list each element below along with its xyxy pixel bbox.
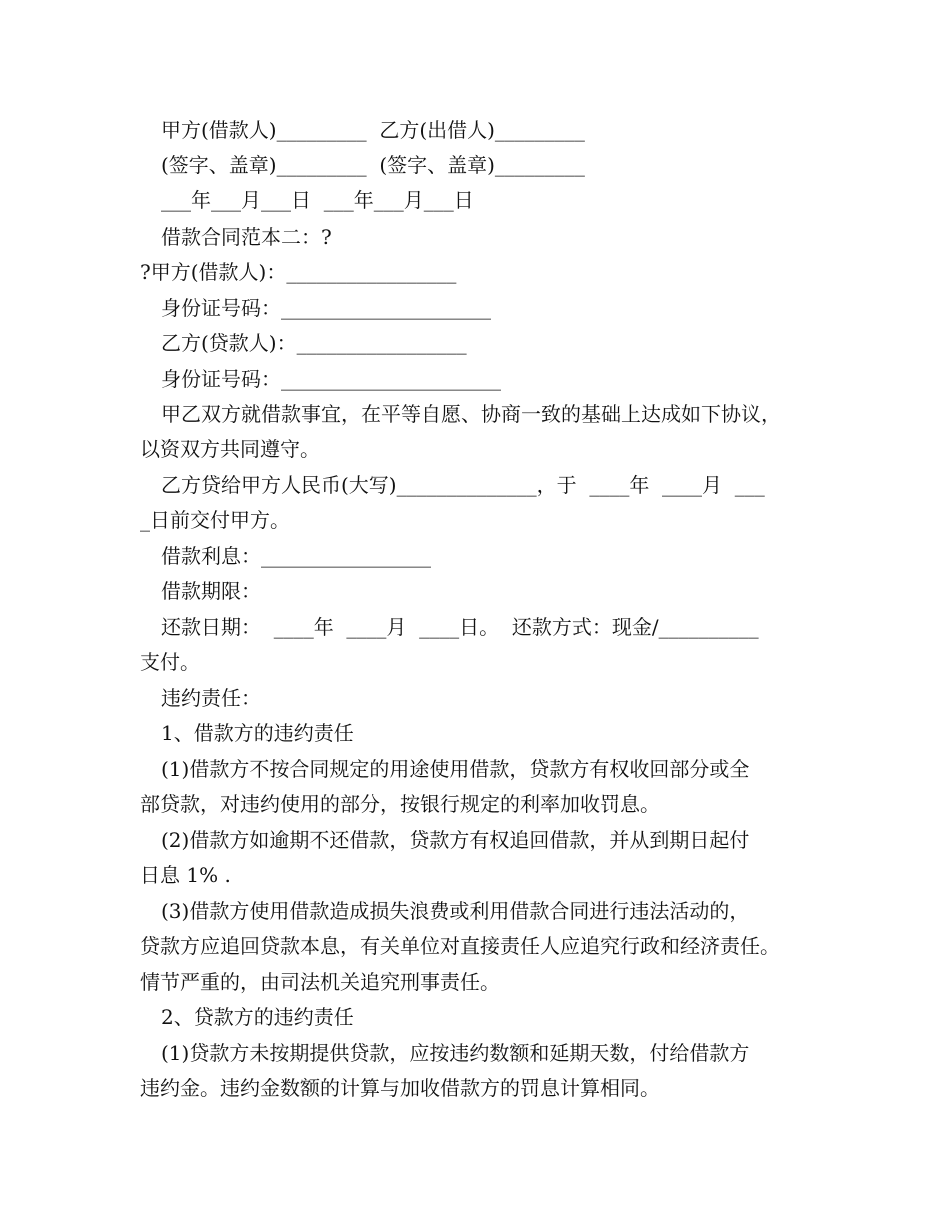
lender-liability-heading: 2、贷款方的违约责任	[161, 1005, 354, 1029]
party-b-id-field: 身份证号码：______________________	[161, 367, 501, 391]
clause-1-2-line-1: (2)借款方如逾期不还借款，贷款方有权追回借款，并从到期日起付	[161, 828, 750, 852]
clause-1-1-line-2: 部贷款，对违约使用的部分，按银行规定的利率加收罚息。	[140, 792, 660, 816]
section-title-template-two: 借款合同范本二：?	[161, 225, 332, 249]
agreement-paragraph-line-2: 以资双方共同遵守。	[140, 437, 320, 461]
liability-heading: 违约责任：	[161, 686, 261, 710]
clause-2-1-line-1: (1)贷款方未按期提供贷款，应按违约数额和延期天数，付给借款方	[161, 1041, 750, 1065]
party-a-field: ?甲方(借款人)：_________________	[140, 260, 457, 284]
term-field: 借款期限：	[161, 579, 261, 603]
repayment-line-2: 支付。	[140, 650, 200, 674]
loan-amount-line-1: 乙方贷给甲方人民币(大写)______________，于 ____年 ____月 ___	[161, 473, 765, 497]
clause-2-1-line-2: 违约金。违约金数额的计算与加收借款方的罚息计算相同。	[140, 1076, 660, 1100]
loan-amount-line-2: _日前交付甲方。	[140, 508, 290, 532]
interest-field: 借款利息：_________________	[161, 544, 431, 568]
clause-1-1-line-1: (1)借款方不按合同规定的用途使用借款，贷款方有权收回部分或全	[161, 757, 750, 781]
signature-line: (签字、盖章)_________ (签字、盖章)_________	[161, 153, 585, 177]
party-a-borrower-line: 甲方(借款人)_________ 乙方(出借人)_________	[161, 118, 585, 142]
agreement-paragraph-line-1: 甲乙双方就借款事宜，在平等自愿、协商一致的基础上达成如下协议，	[161, 402, 781, 426]
party-b-field: 乙方(贷款人)：_________________	[161, 331, 467, 355]
date-line: ___年___月___日 ___年___月___日	[161, 188, 474, 212]
clause-1-3-line-3: 情节严重的，由司法机关追究刑事责任。	[140, 970, 500, 994]
repayment-line-1: 还款日期： ____年 ____月 ____日。 还款方式：现金/__________	[161, 615, 759, 639]
clause-1-3-line-2: 贷款方应追回贷款本息，有关单位对直接责任人应追究行政和经济责任。	[140, 934, 780, 958]
party-a-id-field: 身份证号码：_____________________	[161, 296, 491, 320]
clause-1-3-line-1: (3)借款方使用借款造成损失浪费或利用借款合同进行违法活动的，	[161, 899, 750, 923]
borrower-liability-heading: 1、借款方的违约责任	[161, 721, 354, 745]
clause-1-2-line-2: 日息 1% .	[140, 863, 231, 887]
